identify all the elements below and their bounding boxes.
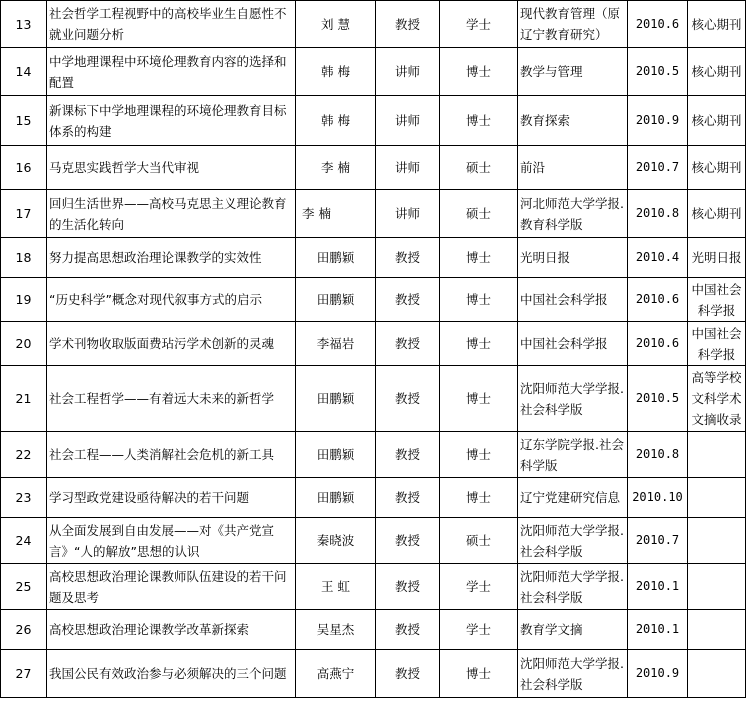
- author-name-cell: 李福岩: [296, 322, 376, 366]
- row-number-cell: 13: [1, 1, 47, 48]
- publication-venue-cell: 中国社会科学报: [518, 278, 628, 322]
- paper-title-cell: 新课标下中学地理课程的环境伦理教育目标体系的构建: [47, 96, 296, 146]
- table-row: [1, 432, 746, 478]
- author-rank-cell: 教授: [376, 322, 440, 366]
- paper-title-cell: 学术刊物收取版面费玷污学术创新的灵魂: [47, 322, 296, 366]
- row-number-cell: 15: [1, 96, 47, 146]
- row-number-cell: 19: [1, 278, 47, 322]
- author-name-cell: 秦晓波: [296, 518, 376, 564]
- row-number-cell: 24: [1, 518, 47, 564]
- table-row: [1, 238, 746, 278]
- table-row: [1, 278, 746, 322]
- row-number-cell: 17: [1, 190, 47, 238]
- paper-title-cell: 中学地理课程中环境伦理教育内容的选择和配置: [47, 48, 296, 96]
- journal-level-cell: 中国社会科学报: [688, 322, 746, 366]
- author-name-cell: 王 虹: [296, 564, 376, 610]
- table-row: [1, 610, 746, 650]
- journal-level-cell: [688, 432, 746, 478]
- row-number-cell: 21: [1, 366, 47, 432]
- paper-title-cell: 从全面发展到自由发展——对《共产党宣言》“人的解放”思想的认识: [47, 518, 296, 564]
- journal-level-cell: 光明日报: [688, 238, 746, 278]
- publication-date-cell: 2010.5: [628, 48, 688, 96]
- publication-venue-cell: 现代教育管理（原辽宁教育研究）: [518, 1, 628, 48]
- row-number-cell: 26: [1, 610, 47, 650]
- publication-venue-cell: 教育探索: [518, 96, 628, 146]
- row-number-cell: 23: [1, 478, 47, 518]
- journal-level-cell: [688, 478, 746, 518]
- author-name-cell: 高燕宁: [296, 650, 376, 698]
- publication-venue-cell: 教学与管理: [518, 48, 628, 96]
- paper-title-cell: “历史科学”概念对现代叙事方式的启示: [47, 278, 296, 322]
- publication-venue-cell: 前沿: [518, 146, 628, 190]
- publication-venue-cell: 沈阳师范大学学报.社会科学版: [518, 564, 628, 610]
- paper-title-cell: 努力提高思想政治理论课教学的实效性: [47, 238, 296, 278]
- author-rank-cell: 教授: [376, 366, 440, 432]
- author-name-cell: 李 楠: [296, 190, 376, 238]
- author-name-cell: 田鹏颖: [296, 432, 376, 478]
- table-row: [1, 518, 746, 564]
- journal-level-cell: [688, 650, 746, 698]
- paper-title-cell: 高校思想政治理论课教学改革新探索: [47, 610, 296, 650]
- paper-title-cell: 我国公民有效政治参与必须解决的三个问题: [47, 650, 296, 698]
- author-degree-cell: 博士: [440, 238, 518, 278]
- journal-level-cell: 核心期刊: [688, 48, 746, 96]
- paper-title-cell: 学习型政党建设亟待解决的若干问题: [47, 478, 296, 518]
- author-name-cell: 李 楠: [296, 146, 376, 190]
- paper-title-cell: 社会工程哲学——有着远大未来的新哲学: [47, 366, 296, 432]
- paper-title-cell: 社会工程——人类消解社会危机的新工具: [47, 432, 296, 478]
- publication-date-cell: 2010.1: [628, 564, 688, 610]
- table-row: [1, 478, 746, 518]
- row-number-cell: 27: [1, 650, 47, 698]
- author-rank-cell: 教授: [376, 610, 440, 650]
- journal-level-cell: 中国社会科学报: [688, 278, 746, 322]
- author-rank-cell: 讲师: [376, 190, 440, 238]
- author-degree-cell: 博士: [440, 478, 518, 518]
- publication-date-cell: 2010.8: [628, 190, 688, 238]
- journal-level-cell: 核心期刊: [688, 190, 746, 238]
- author-name-cell: 田鹏颖: [296, 366, 376, 432]
- author-rank-cell: 教授: [376, 278, 440, 322]
- author-name-cell: 田鹏颖: [296, 238, 376, 278]
- row-number-cell: 22: [1, 432, 47, 478]
- table-row: [1, 322, 746, 366]
- publication-venue-cell: 辽宁党建研究信息: [518, 478, 628, 518]
- author-degree-cell: 硕士: [440, 518, 518, 564]
- publication-venue-cell: 沈阳师范大学学报.社会科学版: [518, 650, 628, 698]
- publication-date-cell: 2010.10: [628, 478, 688, 518]
- author-degree-cell: 博士: [440, 322, 518, 366]
- journal-level-cell: 核心期刊: [688, 96, 746, 146]
- table-row: [1, 146, 746, 190]
- publication-date-cell: 2010.4: [628, 238, 688, 278]
- author-rank-cell: 讲师: [376, 96, 440, 146]
- author-name-cell: 田鹏颖: [296, 278, 376, 322]
- table-row: [1, 564, 746, 610]
- journal-level-cell: 高等学校文科学术文摘收录: [688, 366, 746, 432]
- paper-title-cell: 社会哲学工程视野中的高校毕业生自愿性不就业问题分析: [47, 1, 296, 48]
- paper-title-cell: 马克思实践哲学大当代审视: [47, 146, 296, 190]
- journal-level-cell: [688, 564, 746, 610]
- publication-date-cell: 2010.6: [628, 1, 688, 48]
- author-degree-cell: 学士: [440, 1, 518, 48]
- author-rank-cell: 教授: [376, 1, 440, 48]
- publication-venue-cell: 沈阳师范大学学报.社会科学版: [518, 518, 628, 564]
- table-row: [1, 190, 746, 238]
- author-degree-cell: 博士: [440, 278, 518, 322]
- author-degree-cell: 博士: [440, 432, 518, 478]
- paper-title-cell: 回归生活世界——高校马克思主义理论教育的生活化转向: [47, 190, 296, 238]
- publication-date-cell: 2010.1: [628, 610, 688, 650]
- paper-title-cell: 高校思想政治理论课教师队伍建设的若干问题及思考: [47, 564, 296, 610]
- author-rank-cell: 教授: [376, 518, 440, 564]
- row-number-cell: 18: [1, 238, 47, 278]
- author-degree-cell: 学士: [440, 610, 518, 650]
- author-name-cell: 田鹏颖: [296, 478, 376, 518]
- author-degree-cell: 学士: [440, 564, 518, 610]
- publication-date-cell: 2010.9: [628, 96, 688, 146]
- author-rank-cell: 教授: [376, 650, 440, 698]
- author-degree-cell: 博士: [440, 48, 518, 96]
- publication-venue-cell: 沈阳师范大学学报.社会科学版: [518, 366, 628, 432]
- publication-date-cell: 2010.7: [628, 518, 688, 564]
- journal-level-cell: 核心期刊: [688, 1, 746, 48]
- table-body: [1, 1, 746, 698]
- journal-level-cell: 核心期刊: [688, 146, 746, 190]
- author-name-cell: 吴星杰: [296, 610, 376, 650]
- table-row: [1, 366, 746, 432]
- row-number-cell: 14: [1, 48, 47, 96]
- author-degree-cell: 博士: [440, 650, 518, 698]
- author-degree-cell: 硕士: [440, 146, 518, 190]
- journal-level-cell: [688, 610, 746, 650]
- publication-venue-cell: 辽东学院学报.社会科学版: [518, 432, 628, 478]
- author-rank-cell: 教授: [376, 564, 440, 610]
- author-degree-cell: 博士: [440, 366, 518, 432]
- journal-level-cell: [688, 518, 746, 564]
- author-degree-cell: 硕士: [440, 190, 518, 238]
- publication-venue-cell: 中国社会科学报: [518, 322, 628, 366]
- publication-date-cell: 2010.7: [628, 146, 688, 190]
- author-rank-cell: 讲师: [376, 48, 440, 96]
- author-rank-cell: 教授: [376, 432, 440, 478]
- publication-date-cell: 2010.8: [628, 432, 688, 478]
- table-row: [1, 96, 746, 146]
- publication-date-cell: 2010.5: [628, 366, 688, 432]
- author-rank-cell: 教授: [376, 478, 440, 518]
- publication-venue-cell: 教育学文摘: [518, 610, 628, 650]
- publication-venue-cell: 光明日报: [518, 238, 628, 278]
- author-name-cell: 韩 梅: [296, 48, 376, 96]
- publication-date-cell: 2010.9: [628, 650, 688, 698]
- author-name-cell: 韩 梅: [296, 96, 376, 146]
- publication-venue-cell: 河北师范大学学报.教育科学版: [518, 190, 628, 238]
- author-rank-cell: 讲师: [376, 146, 440, 190]
- row-number-cell: 16: [1, 146, 47, 190]
- author-name-cell: 刘 慧: [296, 1, 376, 48]
- row-number-cell: 25: [1, 564, 47, 610]
- table-row: [1, 48, 746, 96]
- author-degree-cell: 博士: [440, 96, 518, 146]
- publication-date-cell: 2010.6: [628, 278, 688, 322]
- row-number-cell: 20: [1, 322, 47, 366]
- author-rank-cell: 教授: [376, 238, 440, 278]
- table-row: [1, 650, 746, 698]
- publication-date-cell: 2010.6: [628, 322, 688, 366]
- table-row: [1, 1, 746, 48]
